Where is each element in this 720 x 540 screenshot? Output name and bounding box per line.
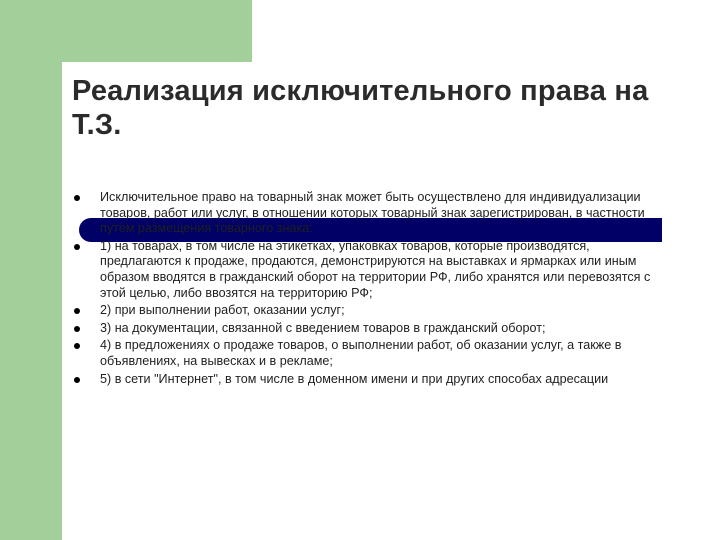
bullet-item [72, 239, 672, 301]
slide-title: Реализация исключительного права на Т.З. [72, 75, 649, 141]
bullet-dot-icon [74, 343, 80, 349]
bullet-text: 3) на документации, связанной с введением товаров в гражданский оборот; [100, 320, 546, 335]
bullet-dot-icon [74, 244, 80, 250]
bullet-item [72, 190, 672, 237]
bullet-item [72, 372, 672, 388]
bullet-text: Исключительное право на товарный знак может быть осуществлено для индивидуализации товаров, работ или услуг, в отношении которых товарный знак зарегистрирован, в частности путем размещения товарного знака: [100, 190, 645, 236]
decorative-green-side [0, 0, 62, 540]
bullet-dot-icon [74, 308, 80, 314]
bullet-dot-icon [74, 326, 80, 332]
bullet-text: 2) при выполнении работ, оказании услуг; [100, 303, 345, 318]
bullet-dot-icon [74, 195, 80, 201]
bullet-item [72, 338, 672, 369]
bullet-text: 4) в предложениях о продаже товаров, о выполнении работ, об оказании услуг, а также в объявлениях, на вывесках и в рекламе; [100, 338, 622, 368]
bullet-text: 5) в сети "Интернет", в том числе в доменном имени и при других способах адресации [100, 371, 609, 386]
bullet-text: 1) на товарах, в том числе на этикетках, упаковках товаров, которые производятся, предлагаются к продаже, продаются, демонстрируются на выставках и ярмарках или иным образом вводятся в гражданский оборот на территории РФ, либо хранятся или перевозятся с этой целью, либо ввозятся на территорию РФ; [100, 238, 651, 300]
bullet-list [72, 190, 672, 389]
bullet-item [72, 321, 672, 337]
bullet-dot-icon [74, 377, 80, 383]
bullet-item [72, 303, 672, 319]
